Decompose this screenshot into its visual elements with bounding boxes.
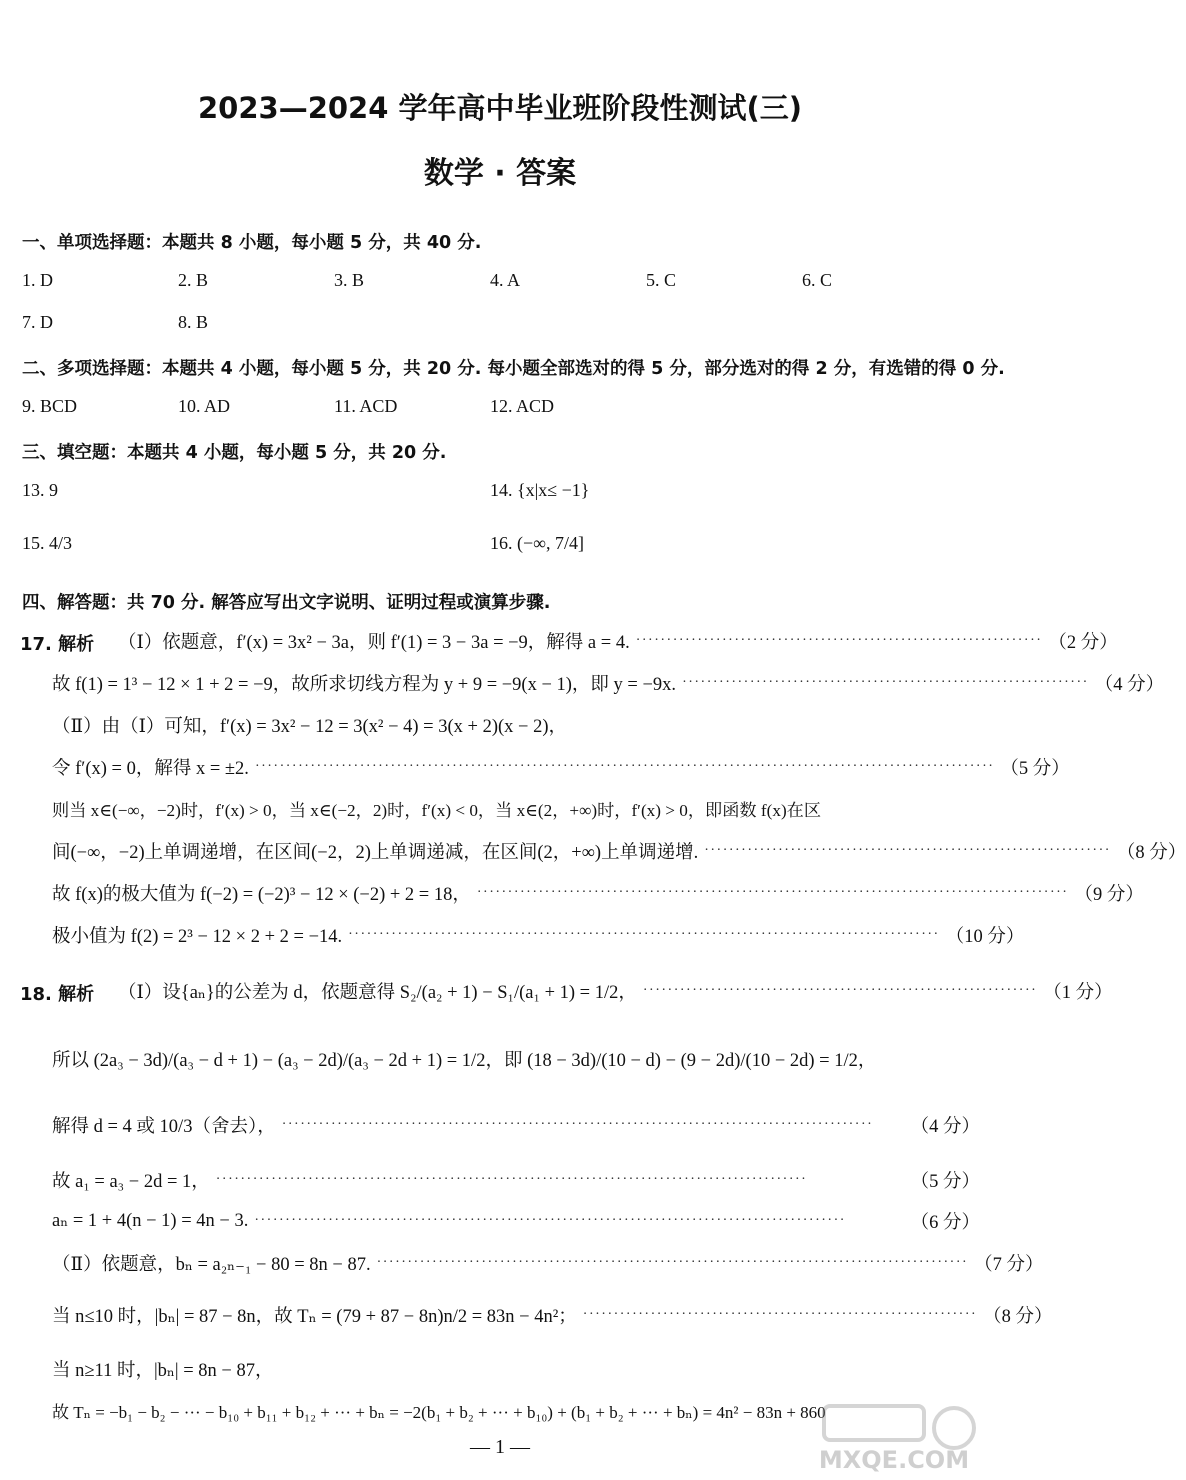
q17-line-6-text: 间(−∞，−2)上单调递增，在区间(−2，2)上单调递减，在区间(2，+∞)上单调递增. — [52, 843, 699, 863]
q18-line-4 — [52, 1167, 980, 1193]
q17-line-8 — [52, 922, 1025, 948]
q18-line-1 — [118, 978, 1113, 1004]
answer-8: 8. B — [178, 312, 209, 332]
page-title: 2023—2024 学年高中毕业班阶段性测试(三) — [197, 91, 803, 125]
q17-line-8-text: 极小值为 f(2) = 2³ − 12 × 2 + 2 = −14. — [52, 927, 343, 947]
q17-line-5 — [52, 796, 980, 821]
answer-14: 14. {x|x≤ −1} — [490, 480, 590, 500]
answer-1: 1. D — [22, 270, 53, 290]
q18-line-8 — [52, 1356, 980, 1382]
answer-11: 11. ACD — [334, 396, 398, 416]
q18-line-4-text: 故 a₁ = a₃ − 2d = 1， — [52, 1172, 210, 1192]
q18-line-2-text: 所以 (2a₃ − 3d)/(a₃ − d + 1) − (a₃ − 2d)/(a₃ − 2d + 1) = 1/2，即 (18 − 3d)/(10 − d) − (9 − 2d)/(10 − 2d) = 1/2， — [52, 1051, 877, 1071]
q18-line-6-score: （7 分） — [974, 1255, 1044, 1275]
q17-line-3 — [52, 712, 980, 738]
q18-line-7-text: 当 n≤10 时，|bₙ| = 87 − 8n，故 Tₙ = (79 + 87 − 8n)n/2 = 83n − 4n²； — [52, 1307, 577, 1327]
q18-line-5 — [52, 1208, 980, 1234]
leader-dots: ·································································· — [704, 843, 1111, 858]
q17-line-1 — [118, 628, 1118, 654]
q17-line-7-text: 故 f(x)的极大值为 f(−2) = (−2)³ − 12 × (−2) + 2 = 18， — [52, 885, 471, 905]
q17-line-2 — [52, 670, 1165, 696]
leader-dots: ································································ — [642, 983, 1038, 998]
answer-4: 4. A — [490, 270, 521, 290]
page-subtitle: 数学 · 答案 — [423, 156, 577, 191]
leader-dots: ·································································· — [682, 675, 1089, 690]
q17-line-1-score: （2 分） — [1048, 633, 1118, 653]
answer-9: 9. BCD — [22, 396, 78, 416]
leader-dots: ························································································································ — [254, 759, 995, 774]
q17-line-4-text: 令 f′(x) = 0，解得 x = ±2. — [52, 759, 249, 779]
leader-dots: ································································································ — [254, 1213, 846, 1228]
answer-16: 16. (−∞, 7/4] — [490, 533, 584, 553]
section3-heading: 三、填空题：本题共 4 小题，每小题 5 分，共 20 分. — [22, 443, 447, 463]
leader-dots: ································································ — [582, 1307, 978, 1322]
leader-dots: ································································································ — [476, 885, 1069, 900]
q18-line-6-text: （Ⅱ）依题意，bₙ = a₂ₙ₋₁ − 80 = 8n − 87. — [52, 1255, 371, 1275]
q18-line-1-text: （Ⅰ）设{aₙ}的公差为 d，依题意得 S₂/(a₂ + 1) − S₁/(a₁ + 1) = 1/2， — [118, 983, 637, 1003]
q18-label: 18. 解析 — [20, 984, 95, 1005]
answer-5: 5. C — [646, 270, 677, 290]
q17-line-4-score: （5 分） — [1000, 759, 1070, 779]
q17-line-4 — [52, 754, 1070, 780]
leader-dots: ································································································ — [376, 1255, 969, 1270]
q17-label: 17. 解析 — [20, 634, 95, 655]
q17-line-1-text: （Ⅰ）依题意，f′(x) = 3x² − 3a，则 f′(1) = 3 − 3a = −9，解得 a = 4. — [118, 633, 630, 653]
q18-line-2 — [52, 1046, 980, 1072]
answer-2: 2. B — [178, 270, 209, 290]
page-number: — 1 — — [470, 1436, 530, 1458]
section2-heading: 二、多项选择题：本题共 4 小题，每小题 5 分，共 20 分. 每小题全部选对的得 5 分，部分选对的得 2 分，有选错的得 0 分. — [22, 359, 1005, 379]
q17-line-5-text: 则当 x∈(−∞，−2)时，f′(x) > 0，当 x∈(−2，2)时，f′(x) < 0，当 x∈(2，+∞)时，f′(x) > 0，即函数 f(x)在区 — [52, 801, 822, 820]
q18-line-1-score: （1 分） — [1043, 983, 1113, 1003]
q17-line-6 — [52, 838, 1186, 864]
q18-line-3 — [52, 1112, 980, 1138]
leader-dots: ·································································· — [635, 633, 1043, 648]
q17-line-7-score: （9 分） — [1074, 885, 1144, 905]
answer-15: 15. 4/3 — [22, 533, 73, 553]
q18-line-6 — [52, 1250, 1044, 1276]
q18-line-9-text: 故 Tₙ = −b₁ − b₂ − ··· − b₁₀ + b₁₁ + b₁₂ + ··· + bₙ = −2(b₁ + b₂ + ··· + b₁₀) + (b₁ + b₂ + ··· + bₙ) = 4n² − 83n + 860 — [52, 1403, 826, 1422]
leader-dots: ································································································ — [215, 1172, 808, 1187]
q18-line-5-text: aₙ = 1 + 4(n − 1) = 4n − 3. — [52, 1211, 249, 1231]
leader-dots: ································································································ — [281, 1117, 874, 1132]
q17-line-6-score: （8 分） — [1116, 843, 1186, 863]
q18-line-5-score: （6 分） — [910, 1213, 980, 1233]
watermark-logo — [804, 1398, 984, 1476]
section1-heading: 一、单项选择题：本题共 8 小题，每小题 5 分，共 40 分. — [22, 233, 482, 253]
answer-7: 7. D — [22, 312, 53, 332]
q17-line-2-score: （4 分） — [1094, 675, 1165, 695]
q18-line-3-text: 解得 d = 4 或 10/3（舍去）， — [52, 1117, 276, 1137]
q17-line-3-text: （Ⅱ）由（Ⅰ）可知，f′(x) = 3x² − 12 = 3(x² − 4) = 3(x + 2)(x − 2)， — [52, 717, 568, 737]
q17-line-7 — [52, 880, 1144, 906]
answer-6: 6. C — [802, 270, 833, 290]
q18-line-3-score: （4 分） — [910, 1117, 980, 1137]
q18-line-7 — [52, 1302, 1053, 1328]
answer-3: 3. B — [334, 270, 365, 290]
answer-12: 12. ACD — [490, 396, 555, 416]
q18-line-7-score: （8 分） — [983, 1307, 1053, 1327]
answer-10: 10. AD — [178, 396, 231, 416]
watermark-text: MXQE.COM — [818, 1446, 970, 1474]
leader-dots: ································································································ — [348, 927, 940, 942]
q18-line-4-score: （5 分） — [910, 1172, 980, 1192]
q17-line-2-text: 故 f(1) = 1³ − 12 × 1 + 2 = −9，故所求切线方程为 y + 9 = −9(x − 1)，即 y = −9x. — [52, 675, 677, 695]
q18-line-8-text: 当 n≥11 时，|bₙ| = 8n − 87， — [52, 1361, 274, 1381]
answer-13: 13. 9 — [22, 480, 58, 500]
section4-heading: 四、解答题：共 70 分. 解答应写出文字说明、证明过程或演算步骤. — [22, 593, 551, 613]
q17-line-8-score: （10 分） — [945, 927, 1025, 947]
